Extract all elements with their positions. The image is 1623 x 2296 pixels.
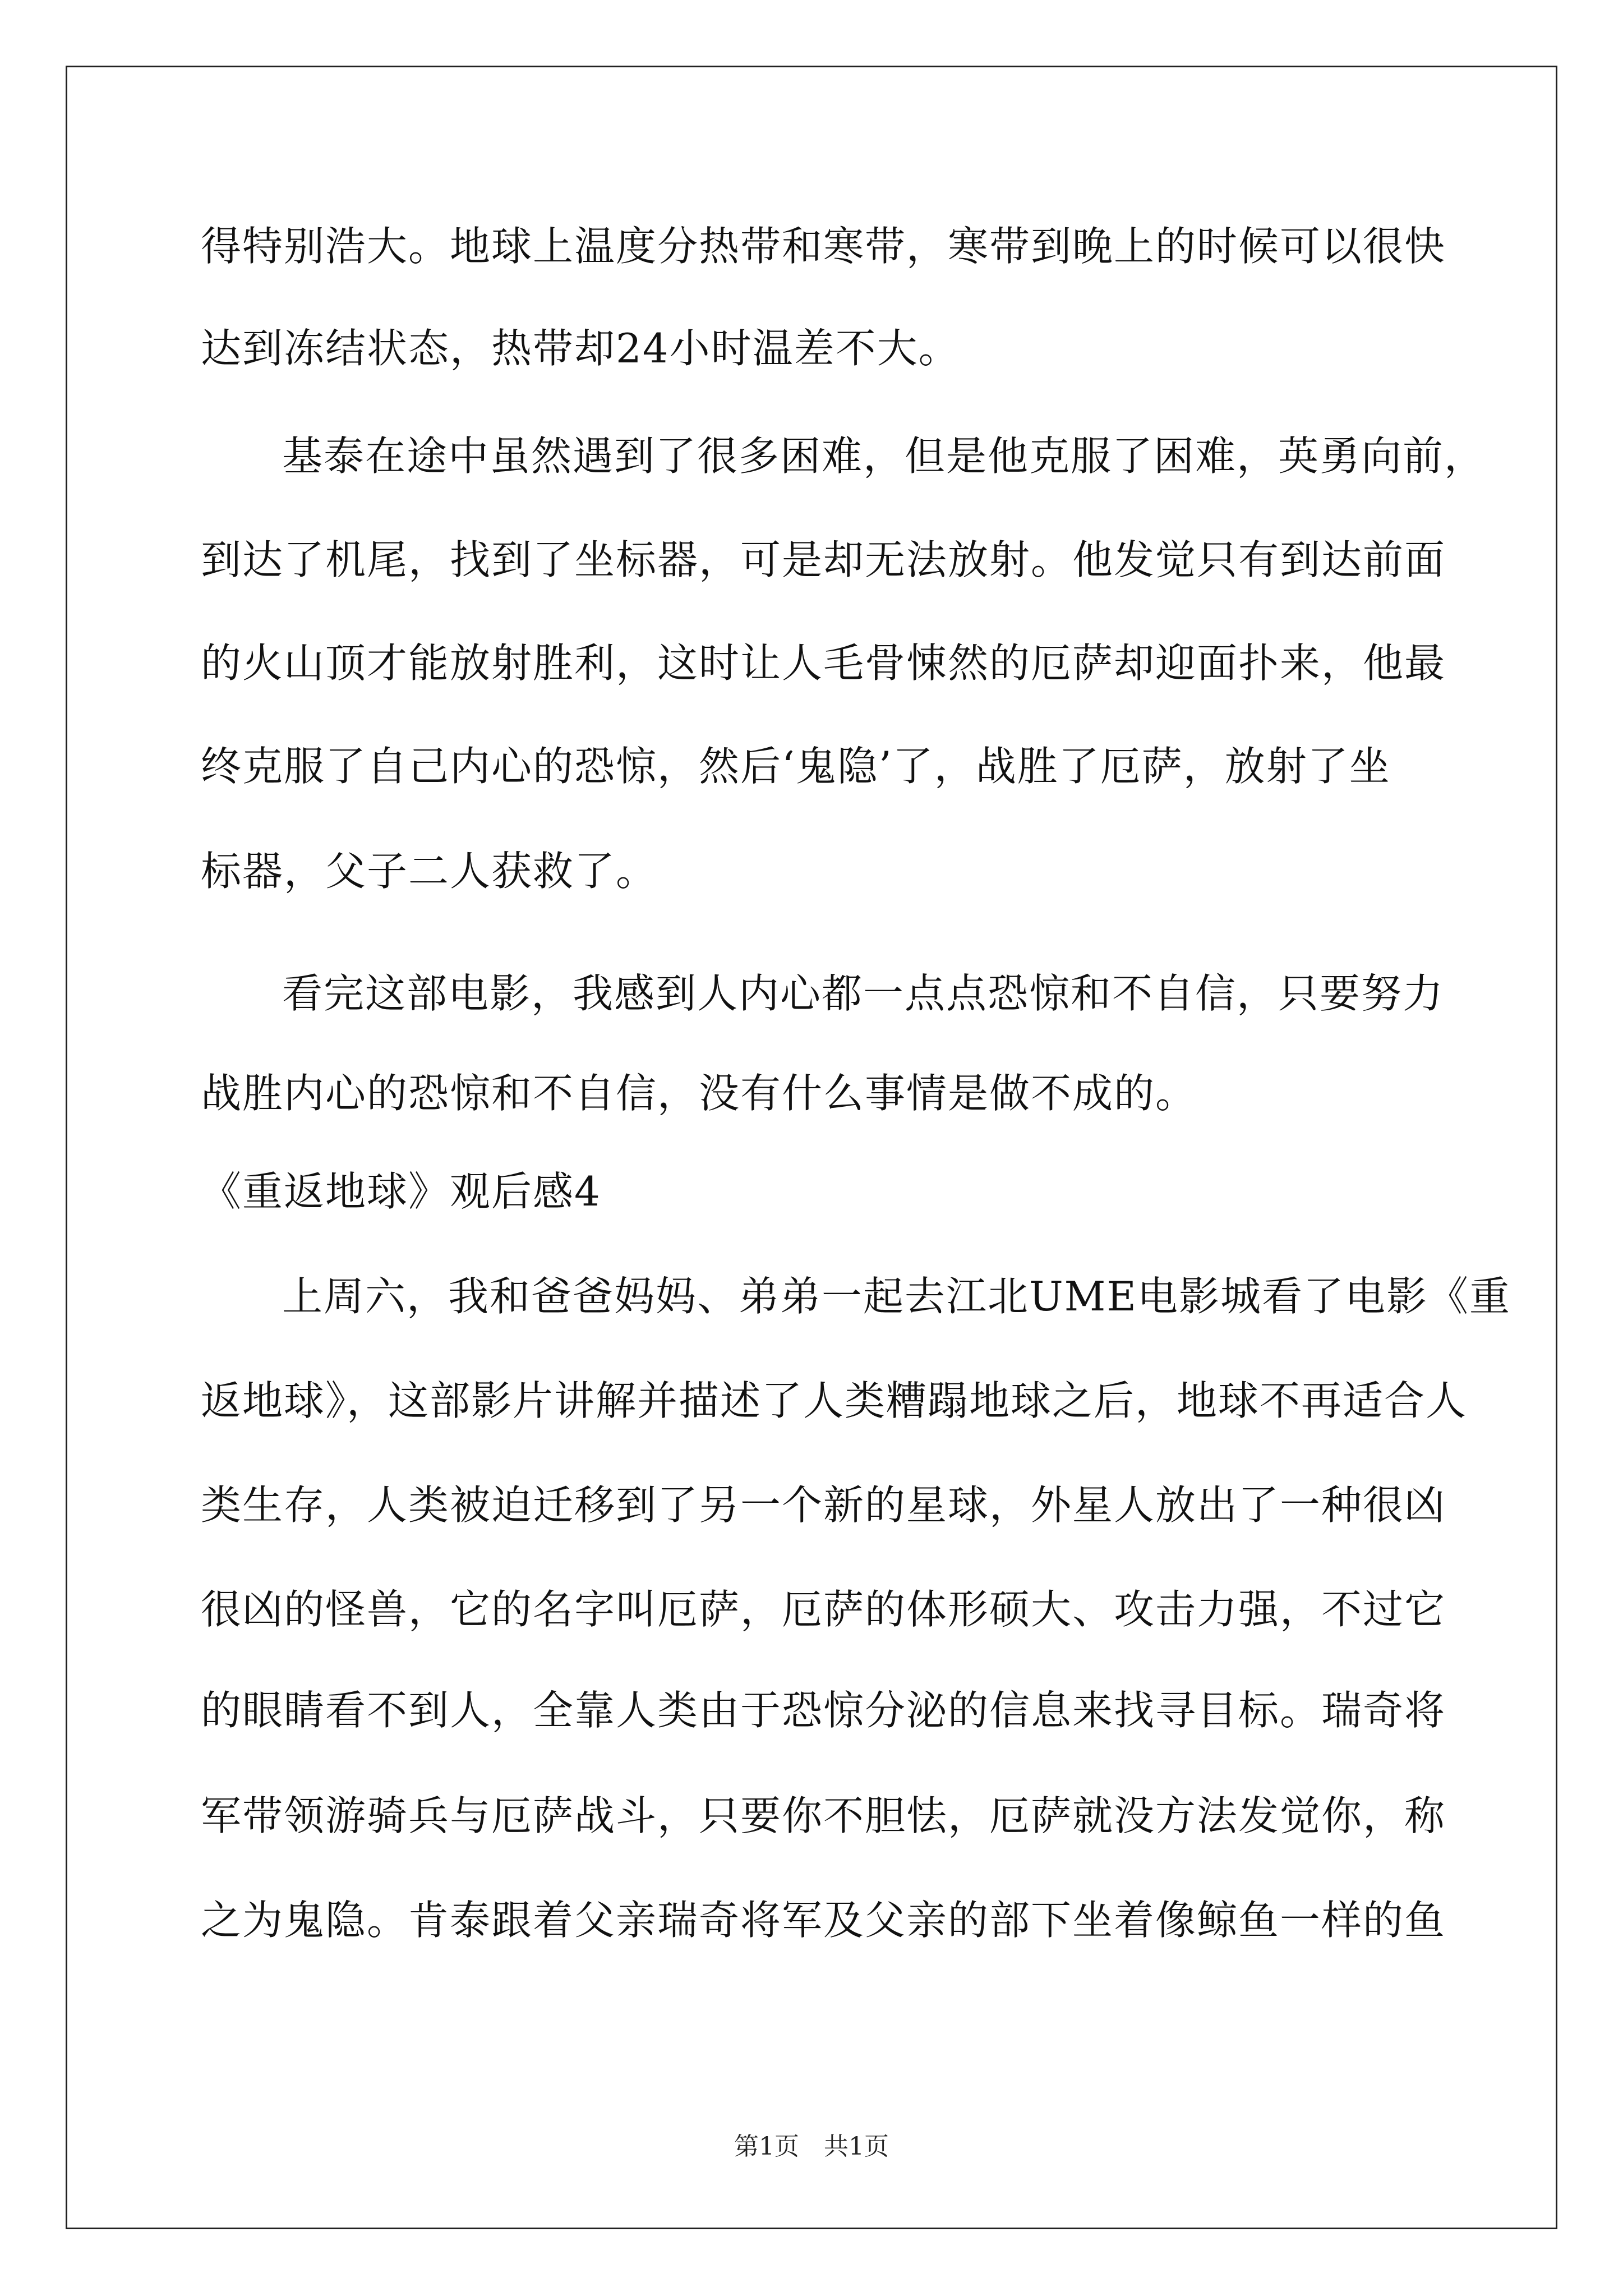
paragraph-start-line: 基泰在途中虽然遇到了很多困难，但是他克服了困难，英勇向前，	[282, 432, 1486, 480]
body-text-line: 类生存，人类被迫迁移到了另一个新的星球，外星人放出了一种很凶	[201, 1481, 1446, 1529]
body-text-line: 之为鬼隐。肯泰跟着父亲瑞奇将军及父亲的部下坐着像鲸鱼一样的鱼	[201, 1897, 1446, 1944]
body-text-line: 标器，父子二人获救了。	[201, 848, 658, 895]
body-text-line: 得特别浩大。地球上温度分热带和寒带，寒带到晚上的时候可以很快	[201, 223, 1446, 270]
body-text-line: 到达了机尾，找到了坐标器，可是却无法放射。他发觉只有到达前面	[201, 536, 1446, 583]
body-text-line: 很凶的怪兽，它的名字叫厄萨，厄萨的体形硕大、攻击力强，不过它	[201, 1586, 1446, 1633]
page-footer: 第1页 共1页	[734, 2132, 889, 2161]
body-text-line: 达到冻结状态，热带却24小时温差不大。	[201, 325, 960, 372]
paragraph-start-line: 看完这部电影，我感到人内心都一点点恐惊和不自信，只要努力	[282, 970, 1445, 1017]
body-text-line: 战胜内心的恐惊和不自信，没有什么事情是做不成的。	[201, 1070, 1197, 1117]
body-text-line: 返地球》，这部影片讲解并描述了人类糟蹋地球之后，地球不再适合人	[201, 1377, 1468, 1424]
body-text-line: 的眼睛看不到人，全靠人类由于恐惊分泌的信息来找寻目标。瑞奇将	[201, 1687, 1446, 1734]
body-text-line: 的火山顶才能放射胜利，这时让人毛骨悚然的厄萨却迎面扑来，他最	[201, 639, 1446, 687]
body-text-line: 终克服了自己内心的恐惊，然后‘鬼隐’了，战胜了厄萨，放射了坐	[201, 743, 1391, 790]
paragraph-start-line: 上周六，我和爸爸妈妈、弟弟一起去江北UME电影城看了电影《重	[282, 1273, 1511, 1320]
section-heading: 《重返地球》观后感4	[201, 1168, 601, 1215]
body-text-line: 军带领游骑兵与厄萨战斗，只要你不胆怯，厄萨就没方法发觉你，称	[201, 1792, 1446, 1839]
